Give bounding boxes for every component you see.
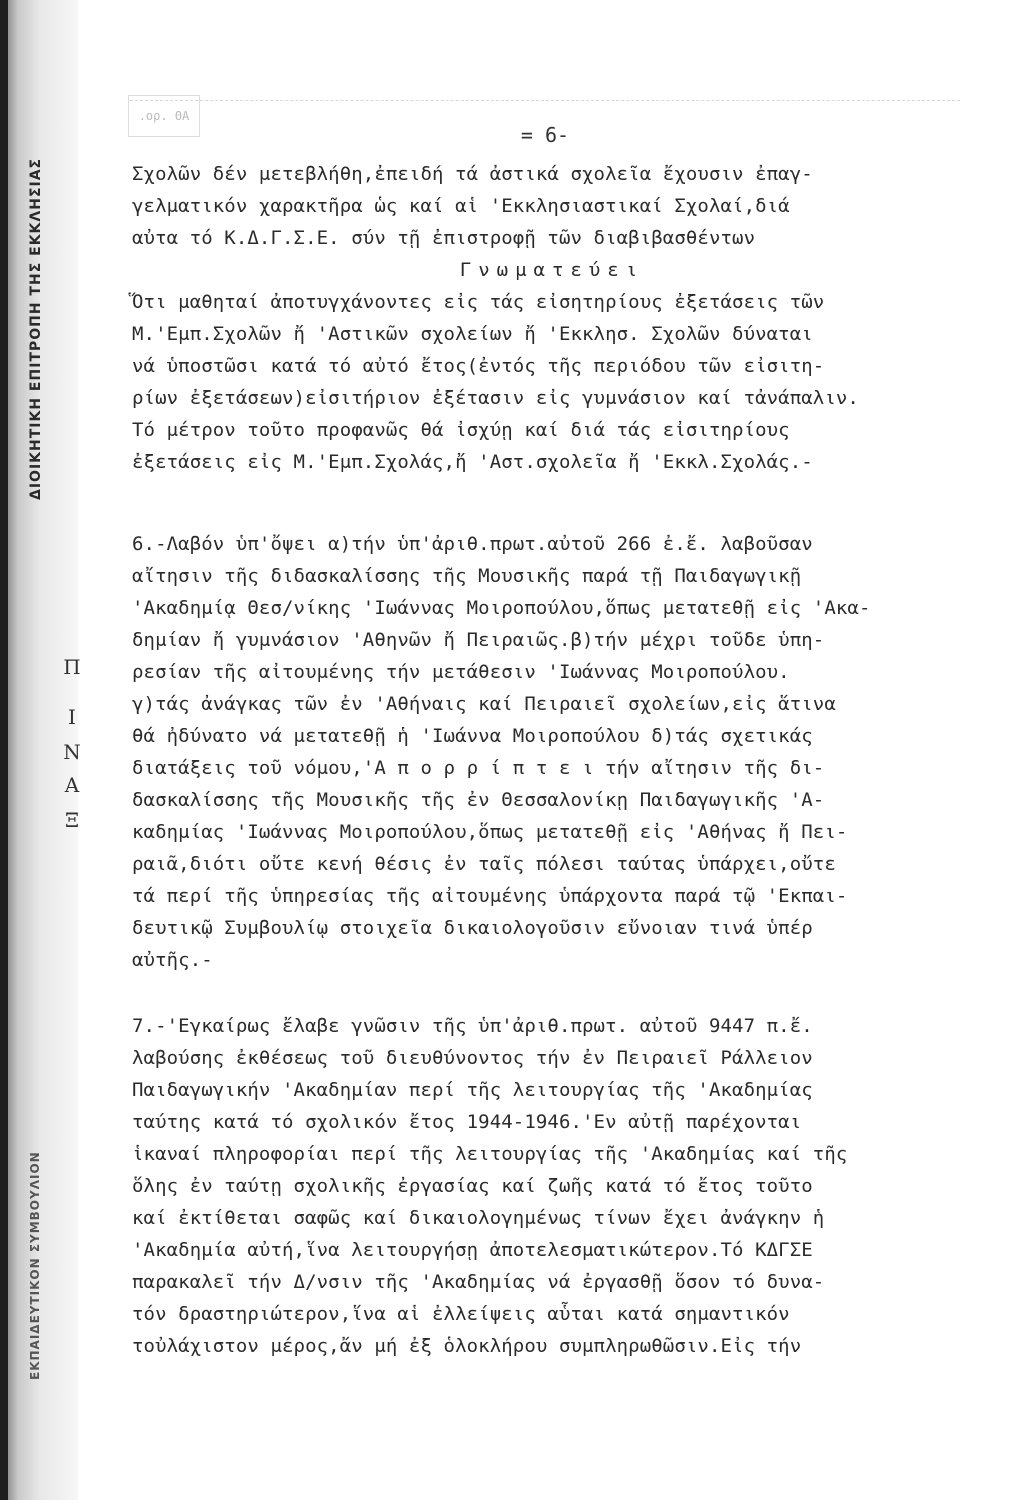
text-line: ρίων ἐξετάσεων)εἰσιτήριον ἐξέτασιν εἰς γυμνάσιον καί τἀνάπαλιν. [132, 387, 859, 409]
text-line: Τό μέτρον τοῦτο προφανῶς θά ἰσχύῃ καί διά τάς εἰσιτηρίους [132, 419, 790, 441]
side-letter: Α [64, 773, 80, 797]
text-line: ὅλης ἐν ταύτῃ σχολικῆς ἐργασίας καί ζωῆς κατά τό ἔτος τοῦτο [132, 1175, 813, 1197]
text-line: λαβούσης ἐκθέσεως τοῦ διευθύνοντος τήν ἐν Πειραιεῖ Ράλλειον [132, 1047, 813, 1069]
spine-label-top: ΔΙΟΙΚΗΤΙΚΗ ΕΠΙΤΡΟΠΗ ΤΗΣ ΕΚΚΛΗΣΙΑΣ [28, 157, 44, 500]
text-line: Παιδαγωγικήν 'Ακαδημίαν περί τῆς λειτουργίας τῆς 'Ακαδημίας [132, 1079, 813, 1101]
text-line: τά περί τῆς ὑπηρεσίας τῆς αἰτουμένης ὑπάρχοντα παρά τῷ 'Εκπαι- [132, 885, 848, 907]
text-line: αἴτησιν τῆς διδασκαλίσσης τῆς Μουσικῆς παρά τῇ Παιδαγωγικῇ [132, 565, 802, 587]
text-line: καί ἐκτίθεται σαφῶς καί δικαιολογημένως τίνων ἔχει ἀνάγκην ἡ [132, 1207, 825, 1229]
text-line: δασκαλίσσης τῆς Μουσικῆς τῆς ἐν Θεσσαλονίκῃ Παιδαγωγικῆς 'Α- [132, 789, 825, 811]
paragraph-continuation [132, 158, 972, 478]
side-letter: Ι [68, 705, 76, 729]
text-line: καδημίας 'Ιωάννας Μοιροπούλου,ὅπως μετατεθῇ εἰς 'Αθήνας ἤ Πει- [132, 821, 848, 843]
spine-label-bottom: ΕΚΠΑΙΔΕΥΤΙΚΟΝ ΣΥΜΒΟΥΛΙΟΝ [28, 1151, 42, 1380]
text-line: διατάξεις τοῦ νόμου,'Α π ο ρ ρ ί π τ ε ι τήν αἴτησιν τῆς δι- [132, 757, 825, 779]
text-line: δευτικῷ Συμβουλίῳ στοιχεῖα δικαιολογοῦσιν εὔνοιαν τινά ὑπέρ [132, 917, 813, 939]
text-line: Ὅτι μαθηταί ἀποτυγχάνοντες εἰς τάς εἰσητηρίους ἐξετάσεις τῶν [132, 291, 825, 313]
text-line: ἐξετάσεις εἰς Μ.'Εμπ.Σχολάς,ἤ 'Αστ.σχολεῖα ἤ 'Εκκλ.Σχολάς.- [132, 451, 813, 473]
section-heading: Γνωματεύει [459, 259, 645, 281]
text-line: ἱκαναί πληροφορίαι περί τῆς λειτουργίας τῆς 'Ακαδημίας καί τῆς [132, 1143, 848, 1165]
text-line: 'Ακαδημία αὐτή,ἵνα λειτουργήσῃ ἀποτελεσματικώτερον.Τό ΚΔΓΣΕ [132, 1239, 813, 1261]
text-line: 7.-'Εγκαίρως ἔλαβε γνῶσιν τῆς ὑπ'ἀριθ.πρωτ. αὐτοῦ 9447 π.ἔ. [132, 1015, 813, 1037]
binding-edge [0, 0, 8, 1500]
text-line: τόν δραστηριώτερον,ἵνα αἱ ἐλλείψεις αὗται κατά σημαντικόν [132, 1303, 790, 1325]
side-letter: Ξ [64, 808, 80, 832]
text-line: τοὐλάχιστον μέρος,ἄν μή ἐξ ὁλοκλήρου συμπληρωθῶσιν.Εἰς τήν [132, 1335, 802, 1357]
text-line: γελματικόν χαρακτῆρα ὡς καί αἱ 'Εκκλησιαστικαί Σχολαί,διά [132, 195, 790, 217]
text-line: γ)τάς ἀνάγκας τῶν ἐν 'Αθήναις καί Πειραιεῖ σχολείων,εἰς ἅτινα [132, 693, 836, 715]
page-header [130, 100, 960, 147]
text-line: ταύτης κατά τό σχολικόν ἔτος 1944-1946.'Εν αὐτῇ παρέχονται [132, 1111, 802, 1133]
text-line: νά ὑποστῶσι κατά τό αὐτό ἔτος(ἐντός τῆς περιόδου τῶν εἰσιτη- [132, 355, 825, 377]
text-line: 'Ακαδημίᾳ Θεσ/νίκης 'Ιωάννας Μοιροπούλου,ὅπως μετατεθῇ εἰς 'Ακα- [132, 597, 871, 619]
page-number: = 6- [520, 123, 570, 147]
side-letter: Ν [63, 740, 81, 764]
text-line: Σχολῶν δέν μετεβλήθη,ἐπειδή τά ἀστικά σχολεῖα ἔχουσιν ἐπαγ- [132, 163, 813, 185]
paragraph-item-7 [132, 1010, 972, 1362]
text-line: ρεσίαν τῆς αἰτουμένης τήν μετάθεσιν 'Ιωάννας Μοιροπούλου. [132, 661, 790, 683]
text-line: 6.-Λαβόν ὑπ'ὄψει α)τήν ὑπ'ἀριθ.πρωτ.αὐτοῦ 266 ἐ.ἔ. λαβοῦσαν [132, 533, 813, 555]
text-line: Μ.'Εμπ.Σχολῶν ἤ 'Αστικῶν σχολείων ἤ 'Εκκλησ. Σχολῶν δύναται [132, 323, 813, 345]
text-line: θά ἠδύνατο νά μετατεθῇ ἡ 'Ιωάννα Μοιροπούλου δ)τάς σχετικάς [132, 725, 813, 747]
text-line: αὐτα τό Κ.Δ.Γ.Σ.Ε. σύν τῇ ἐπιστροφῇ τῶν διαβιβασθέντων [132, 227, 756, 249]
side-letter: Π [63, 655, 81, 679]
paragraph-item-6 [132, 528, 972, 976]
text-line: παρακαλεῖ τήν Δ/νσιν τῆς 'Ακαδημίας νά ἐργασθῇ ὅσον τό δυνα- [132, 1271, 825, 1293]
header-tab: .ορ. ΘΑ [128, 95, 200, 137]
text-line: ραιᾶ,διότι οὔτε κενή θέσις ἐν ταῖς πόλεσι ταύτας ὑπάρχει,οὔτε [132, 853, 836, 875]
text-line: αὐτῆς.- [132, 949, 213, 971]
text-line: δημίαν ἤ γυμνάσιον 'Αθηνῶν ἤ Πειραιῶς.β)τήν μέχρι τοῦδε ὑπη- [132, 629, 825, 651]
